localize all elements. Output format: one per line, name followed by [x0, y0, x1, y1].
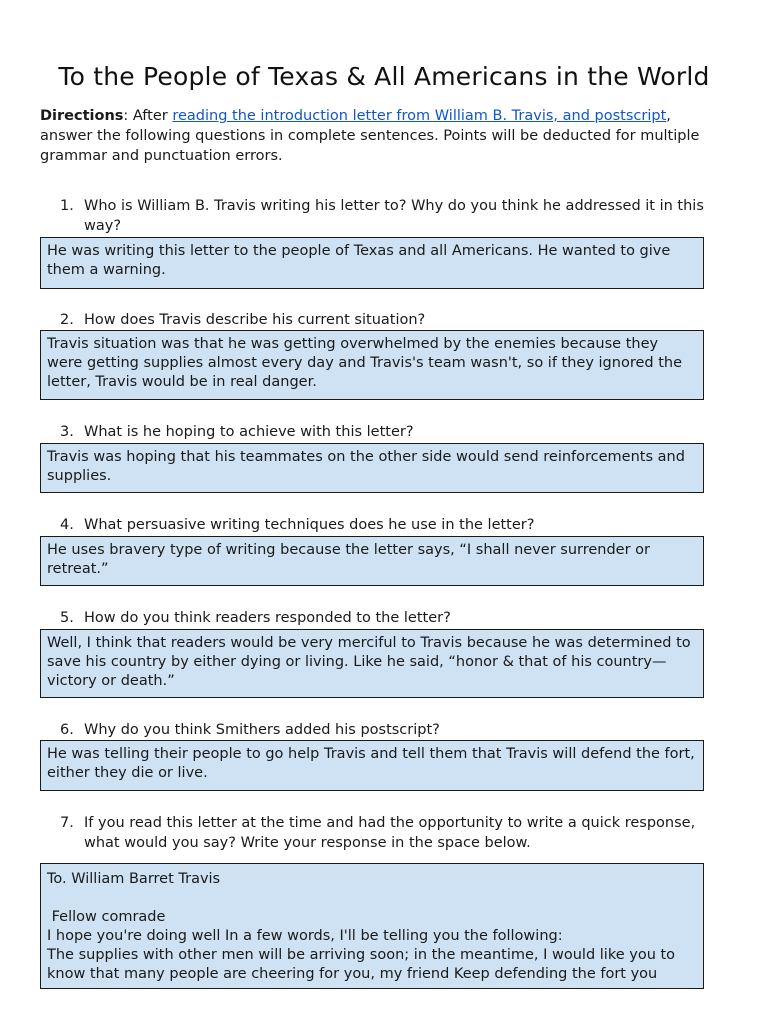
directions-rest: , answer the following questions in complete sentences. Points will be deducted for multiple grammar and punctuation errors.	[40, 108, 700, 164]
answer-text: Well, I think that readers would be very merciful to Travis because he was determined to save his country by either dying or living. Like he said, “honor & that of his country—victory or death.”	[47, 635, 691, 689]
response-line-4: I hope you're doing well In a few words, I'll be telling you the following:	[47, 928, 563, 944]
question-text: Who is William B. Travis writing his letter to? Why do you think he addressed it in this way?	[84, 198, 704, 234]
answer-text: He uses bravery type of writing because the letter says, “I shall never surrender or retreat.”	[47, 542, 650, 577]
question-text: Why do you think Smithers added his postscript?	[84, 722, 440, 738]
answer-box-1[interactable]	[40, 237, 704, 289]
question-number: 1.	[60, 198, 74, 214]
question-text: What persuasive writing techniques does he use in the letter?	[84, 517, 535, 533]
answer-box-4[interactable]	[40, 536, 704, 586]
answer-box-2[interactable]	[40, 330, 704, 400]
directions-paragraph	[40, 106, 720, 166]
answer-box-6[interactable]	[40, 740, 704, 791]
question-number: 7.	[60, 815, 74, 831]
question-number: 4.	[60, 517, 74, 533]
answer-text: Travis situation was that he was getting overwhelmed by the enemies because they were getting supplies almost every day and Travis's team wasn't, so if they ignored the letter, Travis would be in real danger.	[47, 336, 682, 390]
answer-text: He was writing this letter to the people of Texas and all Americans. He wanted to give them a warning.	[47, 243, 671, 278]
question-number: 6.	[60, 722, 74, 738]
response-line-3: Fellow comrade	[47, 909, 166, 925]
response-line-2	[47, 889, 697, 908]
question-3	[60, 422, 720, 442]
question-text: If you read this letter at the time and had the opportunity to write a quick response, what would you say? Write your response in the space below.	[84, 815, 696, 851]
question-5	[60, 608, 720, 628]
travis-letter-link[interactable]: reading the introduction letter from William B. Travis, and postscript	[172, 108, 667, 124]
question-number: 3.	[60, 424, 74, 440]
answer-box-7[interactable]	[40, 863, 704, 989]
question-text: How does Travis describe his current situation?	[84, 312, 426, 328]
response-line-1: To. William Barret Travis	[47, 871, 221, 887]
question-2	[60, 310, 720, 330]
directions-label: Directions	[40, 108, 124, 124]
answer-text: He was telling their people to go help Travis and tell them that Travis will defend the fort, either they die or live.	[47, 746, 695, 781]
question-4	[60, 515, 720, 535]
page-title: To the People of Texas & All Americans in the World	[58, 62, 710, 91]
question-text: How do you think readers responded to the letter?	[84, 610, 451, 626]
question-6	[60, 720, 720, 740]
question-7	[60, 813, 720, 853]
question-1	[60, 196, 720, 236]
question-text: What is he hoping to achieve with this letter?	[84, 424, 414, 440]
answer-box-5[interactable]	[40, 629, 704, 698]
answer-box-3[interactable]	[40, 443, 704, 493]
answer-text: Travis was hoping that his teammates on the other side would send reinforcements and supplies.	[47, 449, 685, 484]
question-number: 5.	[60, 610, 74, 626]
directions-after: : After	[123, 108, 173, 124]
question-number: 2.	[60, 312, 74, 328]
response-line-5: The supplies with other men will be arriving soon; in the meantime, I would like you to know that many people are cheering for you, my friend Keep defending the fort you	[47, 947, 676, 982]
